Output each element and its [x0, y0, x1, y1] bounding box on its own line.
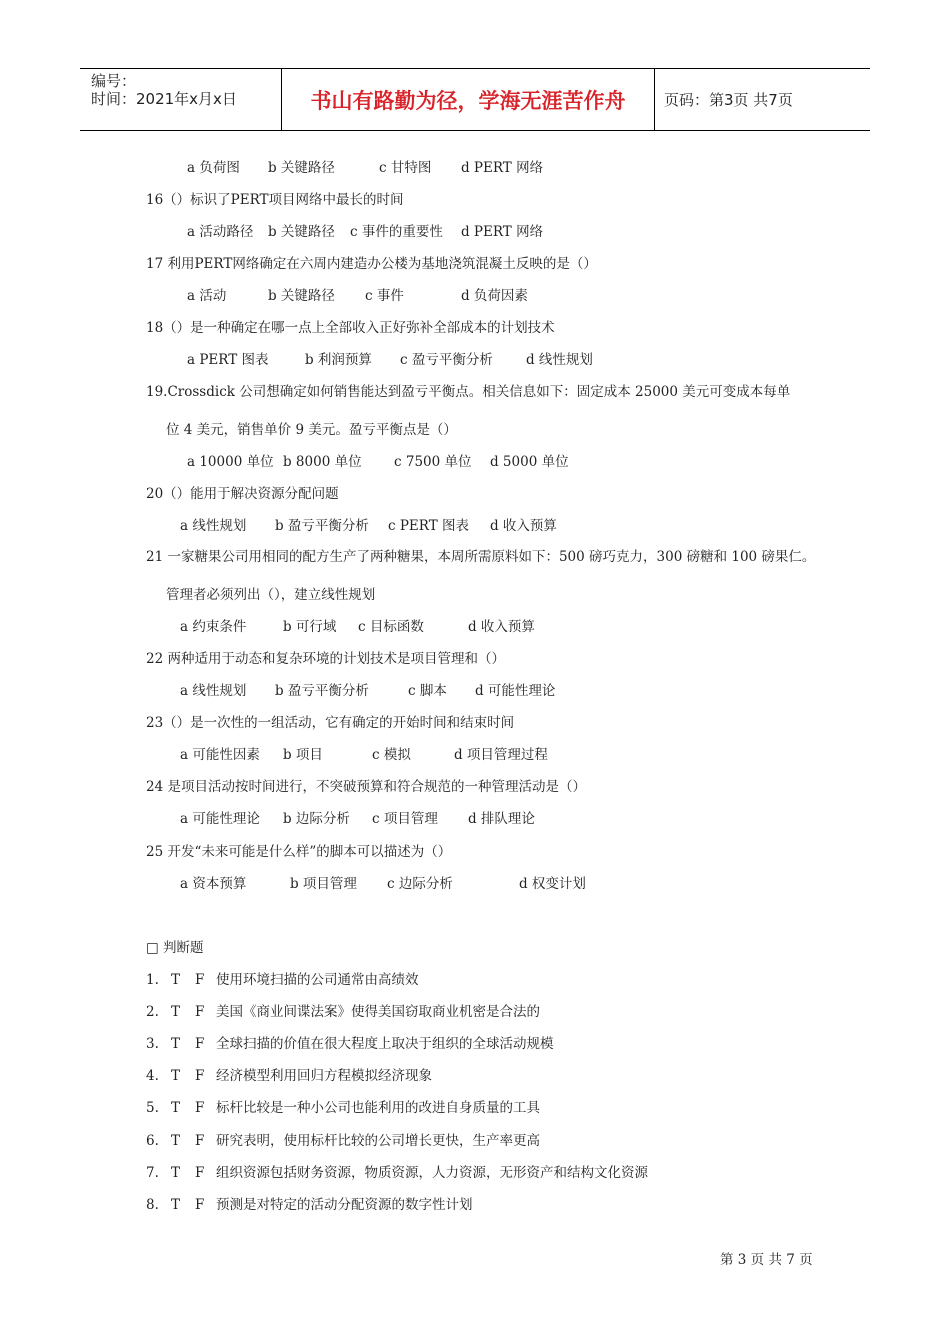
answer-option: d 可能性理论 [475, 683, 556, 699]
answer-option: b 盈亏平衡分析 [275, 683, 369, 699]
answer-option: b 8000 单位 [283, 454, 362, 470]
question-text: 16（）标识了PERT项目网络中最长的时间 [146, 192, 404, 208]
tf-true-mark: T [171, 1068, 181, 1085]
tf-statement: 标杆比较是一种小公司也能利用的改进自身质量的工具 [216, 1100, 540, 1117]
tf-false-mark: F [195, 1132, 205, 1149]
answer-option: d PERT 网络 [461, 224, 544, 240]
question-text: 18（）是一种确定在哪一点上全部收入正好弥补全部成本的计划技术 [146, 320, 555, 336]
answer-option: c 目标函数 [358, 619, 424, 635]
header-time: 时间：2021年x月x日 [91, 90, 237, 108]
answer-option: c 模拟 [372, 747, 411, 763]
tf-statement: 全球扫描的价值在很大程度上取决于组织的全球活动规模 [216, 1036, 554, 1053]
answer-option: c 事件的重要性 [350, 224, 443, 240]
answer-option: b 项目管理 [290, 876, 357, 892]
answer-option: b 可行域 [283, 619, 337, 635]
question-text: 22 两种适用于动态和复杂环境的计划技术是项目管理和（） [146, 651, 505, 667]
question-text: 25 开发“未来可能是什么样”的脚本可以描述为（） [146, 844, 452, 860]
tf-true-mark: T [171, 1132, 181, 1149]
answer-option: d 5000 单位 [490, 454, 569, 470]
page-header [80, 68, 870, 131]
answer-option: d 收入预算 [468, 619, 535, 635]
answer-option: a 资本预算 [180, 876, 247, 892]
answer-option: a 可能性理论 [180, 811, 260, 827]
answer-option: d 负荷因素 [461, 288, 528, 304]
tf-number: 4. [146, 1068, 159, 1085]
question-text: 17 利用PERT网络确定在六周内建造办公楼为基地浇筑混凝土反映的是（） [146, 256, 597, 272]
tf-true-mark: T [171, 1036, 181, 1053]
answer-option: a 可能性因素 [180, 747, 260, 763]
tf-number: 1. [146, 972, 159, 988]
answer-option: a PERT 图表 [187, 352, 269, 368]
answer-option: a 活动 [187, 288, 227, 304]
answer-option: b 利润预算 [305, 352, 372, 368]
tf-true-mark: T [171, 972, 181, 988]
tf-true-mark: T [171, 1100, 181, 1117]
answer-option: c PERT 图表 [388, 518, 470, 534]
question-text: 21 一家糖果公司用相同的配方生产了两种糖果，本周所需原料如下：500 磅巧克力，300 磅糖和 100 磅果仁。 [146, 549, 816, 565]
page-footer: 第 3 页 共 7 页 [720, 1252, 813, 1268]
header-number: 编号： [91, 72, 137, 90]
header-page: 页码：第3页 共7页 [664, 91, 793, 109]
tf-number: 8. [146, 1196, 159, 1213]
answer-option: c 边际分析 [387, 876, 453, 892]
answer-option: b 盈亏平衡分析 [275, 518, 369, 534]
answer-option: c 甘特图 [379, 160, 432, 176]
answer-option: a 负荷图 [187, 160, 240, 176]
answer-option: d 项目管理过程 [454, 747, 548, 763]
tf-false-mark: F [195, 1068, 205, 1085]
tf-false-mark: F [195, 1164, 205, 1181]
answer-option: a 活动路径 [187, 224, 254, 240]
answer-option: b 关键路径 [268, 160, 335, 176]
tf-false-mark: F [195, 1036, 205, 1053]
tf-statement: 研究表明，使用标杆比较的公司增长更快，生产率更高 [216, 1132, 540, 1149]
tf-false-mark: F [195, 1196, 205, 1213]
header-meta [80, 69, 282, 130]
tf-number: 6. [146, 1132, 159, 1149]
tf-true-mark: T [171, 1004, 181, 1021]
answer-option: a 线性规划 [180, 683, 247, 699]
answer-option: d 线性规划 [526, 352, 593, 368]
question-text: 20（）能用于解决资源分配问题 [146, 486, 339, 502]
answer-option: c 事件 [365, 288, 404, 304]
answer-option: d 收入预算 [490, 518, 557, 534]
tf-statement: 组织资源包括财务资源，物质资源，人力资源，无形资产和结构文化资源 [216, 1164, 648, 1181]
answer-option: b 项目 [283, 747, 323, 763]
answer-option: d 权变计划 [519, 876, 586, 892]
answer-option: b 关键路径 [268, 288, 335, 304]
tf-statement: 预测是对特定的活动分配资源的数字性计划 [216, 1196, 473, 1213]
tf-number: 2. [146, 1004, 159, 1021]
answer-option: c 7500 单位 [394, 454, 472, 470]
answer-option: a 线性规划 [180, 518, 247, 534]
answer-option: a 约束条件 [180, 619, 247, 635]
question-text: 24 是项目活动按时间进行，不突破预算和符合规范的一种管理活动是（） [146, 779, 586, 795]
header-motto: 书山有路勤为径，学海无涯苦作舟 [282, 69, 655, 130]
tf-false-mark: F [195, 1004, 205, 1021]
question-text: 23（）是一次性的一组活动，它有确定的开始时间和结束时间 [146, 715, 515, 731]
section-title: □ 判断题 [146, 940, 204, 956]
tf-true-mark: T [171, 1196, 181, 1213]
tf-true-mark: T [171, 1164, 181, 1181]
question-text-continued: 位 4 美元，销售单价 9 美元。盈亏平衡点是（） [166, 422, 457, 438]
tf-number: 3. [146, 1036, 159, 1053]
tf-statement: 美国《商业间谍法案》使得美国窃取商业机密是合法的 [216, 1004, 540, 1021]
tf-number: 7. [146, 1164, 159, 1181]
answer-option: b 关键路径 [268, 224, 335, 240]
tf-statement: 经济模型利用回归方程模拟经济现象 [216, 1068, 432, 1085]
answer-option: b 边际分析 [283, 811, 350, 827]
question-text-continued: 管理者必须列出（），建立线性规划 [166, 587, 376, 603]
tf-statement: 使用环境扫描的公司通常由高绩效 [216, 972, 419, 988]
answer-option: c 脚本 [408, 683, 447, 699]
answer-option: c 盈亏平衡分析 [400, 352, 493, 368]
tf-number: 5. [146, 1100, 159, 1117]
tf-false-mark: F [195, 1100, 205, 1117]
answer-option: a 10000 单位 [187, 454, 274, 470]
tf-false-mark: F [195, 972, 205, 988]
answer-option: d 排队理论 [468, 811, 535, 827]
answer-option: c 项目管理 [372, 811, 438, 827]
answer-option: d PERT 网络 [461, 160, 544, 176]
question-text: 19.Crossdick 公司想确定如何销售能达到盈亏平衡点。相关信息如下：固定成本 25000 美元可变成本每单 [146, 384, 791, 400]
